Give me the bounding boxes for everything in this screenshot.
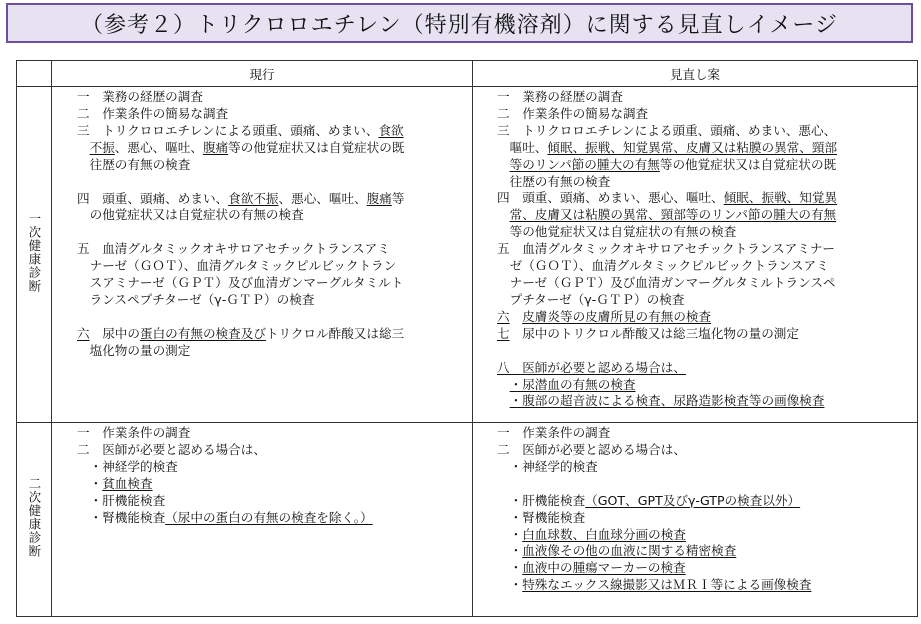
- sub-item-kidney: ・腎機能検査（尿中の蛋白の有無の検査を除く。）: [89, 509, 373, 525]
- item-5-cont: ナーゼ（ＧＯＴ）、血清グルタミックピルビックトラン: [89, 258, 397, 274]
- item-8: 八 医師が必要と認める場合は、: [497, 359, 686, 375]
- item-3: 三 トリクロロエチレンによる頭重、頭痛、めまい、悪心、: [497, 122, 837, 138]
- item-5-cont: ゼ（ＧＯＴ）、血清グルタミックピルビックトランスアミ: [509, 258, 829, 274]
- item-5: 五 血清グルタミックオキサロアセチックトランスアミナー: [497, 241, 836, 257]
- item-3-cont2: 往歴の有無の検査: [89, 156, 191, 172]
- item-7: 七 尿中のトリクロル酢酸又は総三塩化物の量の測定: [497, 325, 799, 341]
- item-8-sub2: ・腹部の超音波による検査、尿路造影検査等の画像検査: [509, 393, 825, 409]
- sub-item-tumor: ・血液中の腫瘍マーカーの検査: [509, 560, 686, 576]
- item-3-cont: 嘔吐、傾眠、振戦、知覚異常、皮膚又は粘膜の異常、頸部: [509, 139, 838, 155]
- sub-item-blood: ・血液像その他の血液に関する精密検査: [509, 543, 737, 559]
- item-1: 一 業務の経歴の調査: [77, 89, 203, 104]
- item-4-cont: 常、皮膚又は粘膜の異常、頸部等のリンパ節の腫大の有無: [509, 207, 837, 223]
- item-2: 二 作業条件の簡易な調査: [77, 105, 229, 121]
- item-5-cont3: ランスペプチターゼ（γ-ＧＴＰ）の検査: [89, 292, 315, 308]
- sub-item-liver: ・肝機能検査（GOT、GPT及びγ-GTPの検査以外）: [509, 492, 801, 508]
- cell-second-current: [52, 423, 473, 617]
- item-2: 二 医師が必要と認める場合は、: [497, 441, 686, 457]
- item-5: 五 血清グルタミックオキサロアセチックトランスアミ: [77, 241, 390, 257]
- item-1: 一 作業条件の調査: [497, 425, 611, 440]
- sub-item-neuro: ・神経学的検査: [509, 458, 598, 474]
- row-label-second: [17, 423, 52, 617]
- header-proposed: 見直し案: [473, 61, 918, 87]
- row-label-second-text: 二次健康診断: [26, 477, 42, 558]
- item-8-sub1: ・尿潜血の有無の検査: [509, 376, 636, 392]
- item-3: 三 トリクロロエチレンによる頭重、頭痛、めまい、食欲: [77, 122, 404, 138]
- row-first-exam: [17, 87, 918, 423]
- item-6: 六 尿中の蛋白の有無の検査及びトリクロル酢酸又は総三: [77, 325, 405, 341]
- page-title: （参考２）トリクロロエチレン（特別有機溶剤）に関する見直しイメージ: [81, 12, 838, 38]
- cell-first-proposed: [473, 87, 918, 423]
- item-5-cont2: ナーゼ（ＧＰＴ）及び血清ガンマーグルタミルトランスペ: [509, 274, 836, 290]
- item-4-cont: の他覚症状又は自覚症状の有無の検査: [89, 207, 304, 223]
- item-6-cont: 塩化物の量の測定: [89, 342, 191, 358]
- cell-first-current: [52, 87, 473, 423]
- header-corner: [17, 61, 52, 87]
- item-2: 二 医師が必要と認める場合は、: [77, 441, 266, 457]
- item-1: 一 作業条件の調査: [77, 425, 191, 440]
- row-label-first: [17, 87, 52, 423]
- header-row: [17, 61, 918, 87]
- item-4: 四 頭重、頭痛、めまい、悪心、嘔吐、傾眠、振戦、知覚異: [497, 190, 838, 206]
- item-6: 六 皮膚炎等の皮膚所見の有無の検査: [497, 308, 712, 324]
- item-4: 四 頭重、頭痛、めまい、食欲不振、悪心、嘔吐、腹痛等: [77, 190, 405, 206]
- sub-item-neuro: ・神経学的検査: [89, 458, 178, 474]
- item-3-cont3: 往歴の有無の検査: [509, 173, 611, 189]
- sub-item-liver: ・肝機能検査: [89, 492, 166, 508]
- item-3-cont2: 等のリンパ節の腫大の有無等の他覚症状又は自覚症状の既: [509, 156, 837, 172]
- item-4-cont2: 等の他覚症状又は自覚症状の有無の検査: [509, 224, 737, 240]
- item-5-cont2: スアミナーゼ（ＧＰＴ）及び血清ガンマーグルタミルト: [89, 275, 404, 291]
- sub-item-imaging: ・特殊なエックス線撮影又はＭＲＩ等による画像検査: [509, 577, 812, 593]
- cell-second-proposed: [473, 423, 918, 617]
- sub-item-wbc: ・白血球数、白血球分画の検査: [509, 526, 686, 542]
- comparison-table: [16, 60, 918, 617]
- header-current: 現行: [52, 61, 473, 87]
- item-3-cont: 不振、悪心、嘔吐、腹痛等の他覚症状又は自覚症状の既: [89, 139, 405, 155]
- row-label-first-text: 一次健康診断: [26, 212, 42, 293]
- sub-item-kidney: ・腎機能検査: [509, 509, 586, 525]
- sub-item-anemia: ・貧血検査: [89, 475, 153, 491]
- title-banner: [6, 3, 913, 43]
- item-2: 二 作業条件の簡易な調査: [497, 105, 649, 121]
- item-1: 一 業務の経歴の調査: [497, 89, 623, 104]
- row-second-exam: [17, 423, 918, 617]
- item-5-cont3: プチターゼ（γ-ＧＴＰ）の検査: [509, 291, 685, 307]
